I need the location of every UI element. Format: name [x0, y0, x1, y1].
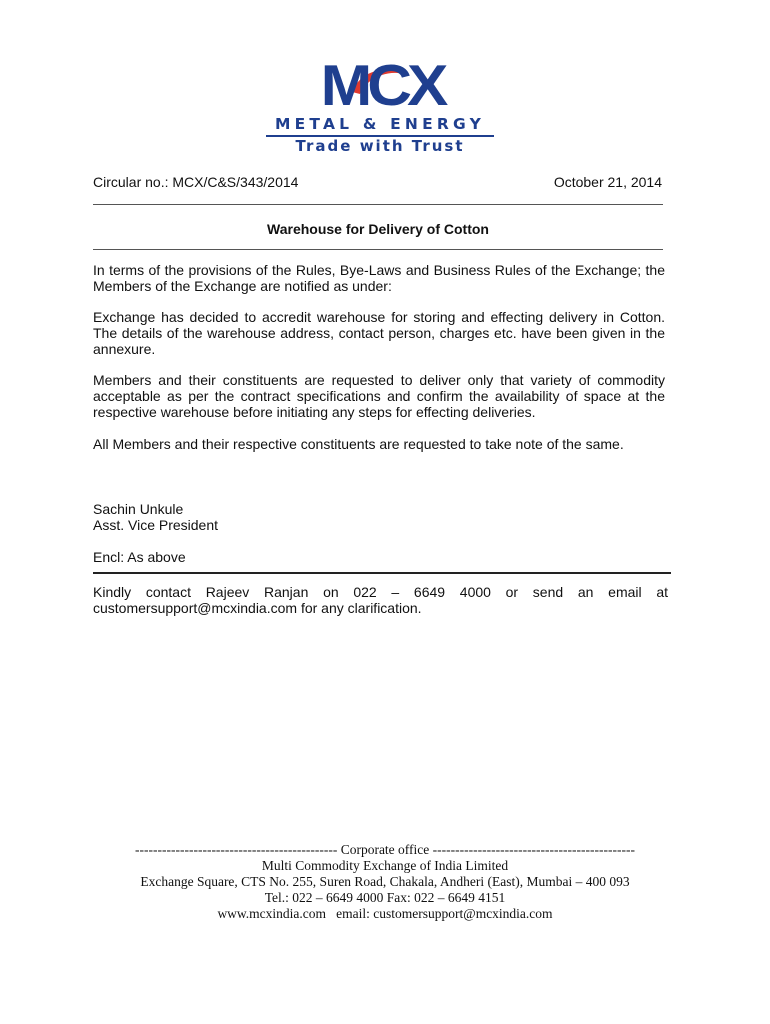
- logo-wordmark: MCX: [320, 54, 444, 118]
- contact-note: [93, 584, 668, 616]
- circular-subject: Warehouse for Delivery of Cotton: [267, 221, 489, 237]
- signatory-title: Asst. Vice President: [93, 517, 219, 533]
- footer-address: Exchange Square, CTS No. 255, Suren Road, Chakala, Andheri (East), Mumbai – 400 093: [140, 874, 630, 889]
- signatory-name: Sachin Unkule: [93, 501, 184, 517]
- contact-divider: [93, 572, 671, 574]
- enclosure-note: Encl: As above: [93, 549, 186, 565]
- corporate-office-footer: [100, 842, 670, 922]
- mcx-logo: [264, 54, 496, 155]
- footer-company: Multi Commodity Exchange of India Limited: [261, 858, 509, 873]
- circular-number: Circular no.: MCX/C&S/343/2014: [93, 174, 299, 190]
- subject-divider: [93, 249, 663, 250]
- circular-date: October 21, 2014: [553, 174, 662, 190]
- header-divider: [93, 204, 663, 205]
- paragraph-provisions: In terms of the provisions of the Rules, Bye-Laws and Business Rules of the Exchange; the Members of the Exchange are notified as under:: [93, 262, 665, 294]
- contact-line-1: Kindly contact Rajeev Ranjan on 022 – 6649 4000 or send an email at: [93, 584, 668, 600]
- contact-line-2: customersupport@mcxindia.com for any clarification.: [93, 600, 422, 616]
- footer-heading: --------------------------------------------- Corporate office ---------------------------------------------: [135, 842, 635, 857]
- paragraph-take-note: All Members and their respective constituents are requested to take note of the same.: [93, 436, 624, 452]
- logo-subtitle: METAL & ENERGY: [274, 115, 486, 133]
- paragraph-delivery-request: Members and their constituents are requested to deliver only that variety of commodity acceptable as per the contract specifications and confirm the availability of space at the respective warehouse before initiating any steps for effecting deliveries.: [93, 372, 665, 420]
- logo-tagline: Trade with Trust: [295, 137, 465, 155]
- paragraph-accreditation: Exchange has decided to accredit warehouse for storing and effecting delivery in Cotton. The details of the warehouse address, contact person, charges etc. have been given in the annexure.: [93, 309, 665, 357]
- footer-web: www.mcxindia.com email: customersupport@mcxindia.com: [217, 906, 553, 921]
- footer-phone: Tel.: 022 – 6649 4000 Fax: 022 – 6649 4151: [264, 890, 506, 905]
